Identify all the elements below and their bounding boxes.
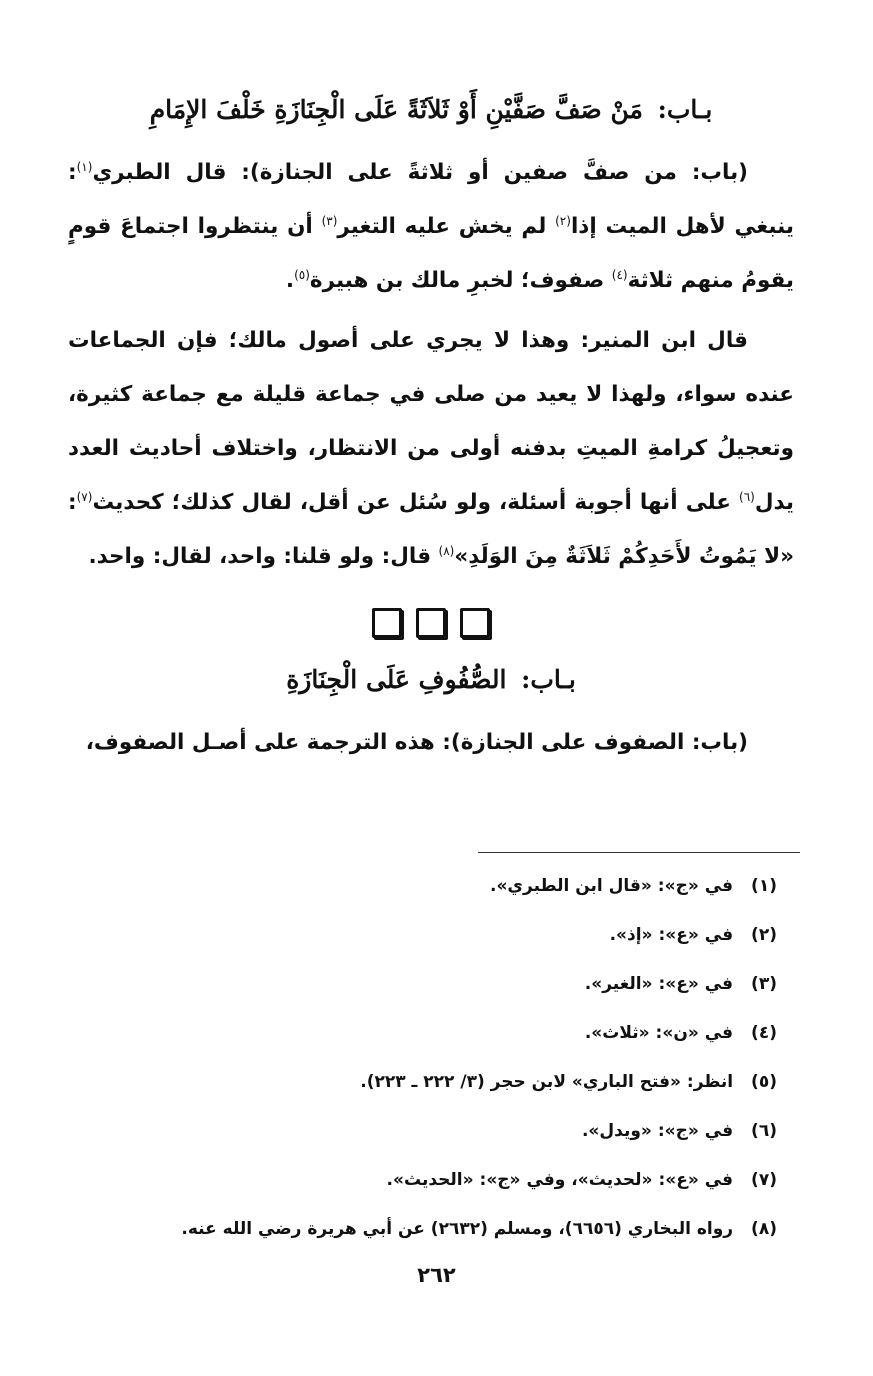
section-separator bbox=[68, 608, 794, 638]
paragraph-ibn-almunayyir bbox=[68, 314, 794, 584]
text-span: : ينبغي لأهل الميت إذا bbox=[68, 160, 794, 239]
footnote bbox=[117, 1062, 777, 1111]
chapter-title: الصُّفُوفِ عَلَى الْجِنَازَةِ bbox=[286, 665, 507, 694]
footnote-text: في «ج»: «ويدل». bbox=[581, 1121, 734, 1141]
footnote bbox=[117, 1013, 777, 1062]
text-span: (باب: من صفَّ صفين أو ثلاثةً على الجنازة): قال الطبري bbox=[92, 160, 748, 185]
paragraph-tabari bbox=[68, 146, 794, 308]
chapter-label: بـاب: bbox=[657, 95, 713, 124]
footnote-divider bbox=[478, 852, 800, 853]
footnote-ref-8[interactable]: (٨) bbox=[438, 543, 455, 558]
footnote-ref-1[interactable]: (١) bbox=[76, 159, 93, 174]
footnote-number: (٣) bbox=[751, 974, 777, 994]
footnote-ref-2[interactable]: (٢) bbox=[555, 213, 571, 228]
footnote bbox=[117, 964, 777, 1013]
footnote bbox=[117, 866, 777, 915]
footnote-text: انظر: «فتح الباري» لابن حجر (٣/ ٢٢٢ ـ ٢٢٣). bbox=[360, 1072, 734, 1092]
footnote bbox=[117, 915, 777, 964]
footnote bbox=[117, 1111, 777, 1160]
footnote-number: (٧) bbox=[751, 1170, 777, 1190]
text-span: قال ابن المنير: وهذا لا يجري على أصول مالك؛ فإن الجماعات عنده سواء، ولهذا لا يعيد من صلى في جماعة قليلة مع جماعة كثيرة، وتعجيلُ كرامةِ الميتِ بدفنه أولى من الانتظار، واختلاف أحاديث العدد يدل bbox=[68, 328, 794, 515]
text-span: . bbox=[285, 268, 295, 293]
footnote-text: في «ج»: «قال ابن الطبري». bbox=[489, 876, 734, 896]
footnote-ref-6[interactable]: (٦) bbox=[739, 489, 755, 504]
chapter-title: مَنْ صَفَّ صَفَّيْنِ أَوْ ثَلاَثَةً عَلَى الْجِنَازَةِ خَلْفَ الإِمَامِ bbox=[149, 95, 643, 124]
footnote-ref-4[interactable]: (٤) bbox=[611, 267, 628, 282]
footnote-number: (٢) bbox=[751, 925, 777, 945]
chapter-heading-1 bbox=[68, 80, 794, 140]
footnote-text: في «ع»: «لحديث»، وفي «ج»: «الحديث». bbox=[386, 1170, 734, 1190]
separator-square-icon bbox=[416, 608, 446, 638]
footnote-text: في «ن»: «ثلاث». bbox=[584, 1023, 734, 1043]
main-text bbox=[68, 80, 794, 770]
text-span: : «لا يَمُوتُ لأَحَدِكُمْ ثَلاَثَةٌ مِنَ الوَلَدِ» bbox=[68, 490, 794, 569]
text-span: لم يخش عليه التغير bbox=[337, 214, 556, 239]
separator-square-icon bbox=[460, 608, 490, 638]
text-span: قال: ولو قلنا: واحد، لقال: واحد. bbox=[88, 544, 439, 569]
text-span: أن ينتظروا اجتماعَ قومٍ يقومُ منهم ثلاثة bbox=[68, 214, 794, 293]
footnotes bbox=[117, 866, 777, 1258]
footnote bbox=[117, 1209, 777, 1258]
footnote-text: في «ع»: «الغير». bbox=[584, 974, 734, 994]
chapter-heading-2 bbox=[68, 650, 794, 710]
separator-square-icon bbox=[372, 608, 402, 638]
text-span: على أنها أجوبة أسئلة، ولو سُئل عن أقل، لقال كذلك؛ كحديث bbox=[92, 490, 740, 515]
footnote-number: (١) bbox=[751, 876, 777, 896]
chapter-label: بـاب: bbox=[521, 665, 576, 694]
page-number: ٢٦٢ bbox=[417, 1263, 456, 1287]
footnote-number: (٨) bbox=[751, 1219, 777, 1239]
footnote bbox=[117, 1160, 777, 1209]
footnote-number: (٤) bbox=[751, 1023, 777, 1043]
footnote-number: (٥) bbox=[751, 1072, 777, 1092]
paragraph-rows: (باب: الصفوف على الجنازة): هذه الترجمة على أصـل الصفوف، bbox=[85, 730, 748, 755]
footnote-ref-3[interactable]: (٣) bbox=[321, 213, 338, 228]
footnote-ref-5[interactable]: (٥) bbox=[294, 267, 310, 282]
footnote-text: في «ع»: «إذ». bbox=[609, 925, 734, 945]
footnote-number: (٦) bbox=[751, 1121, 777, 1141]
text-span: صفوف؛ لخبرِ مالك بن هبيرة bbox=[309, 268, 612, 293]
footnote-ref-7[interactable]: (٧) bbox=[76, 489, 93, 504]
footnote-text: رواه البخاري (٦٦٥٦)، ومسلم (٢٦٣٢) عن أبي هريرة رضي الله عنه. bbox=[181, 1219, 734, 1239]
